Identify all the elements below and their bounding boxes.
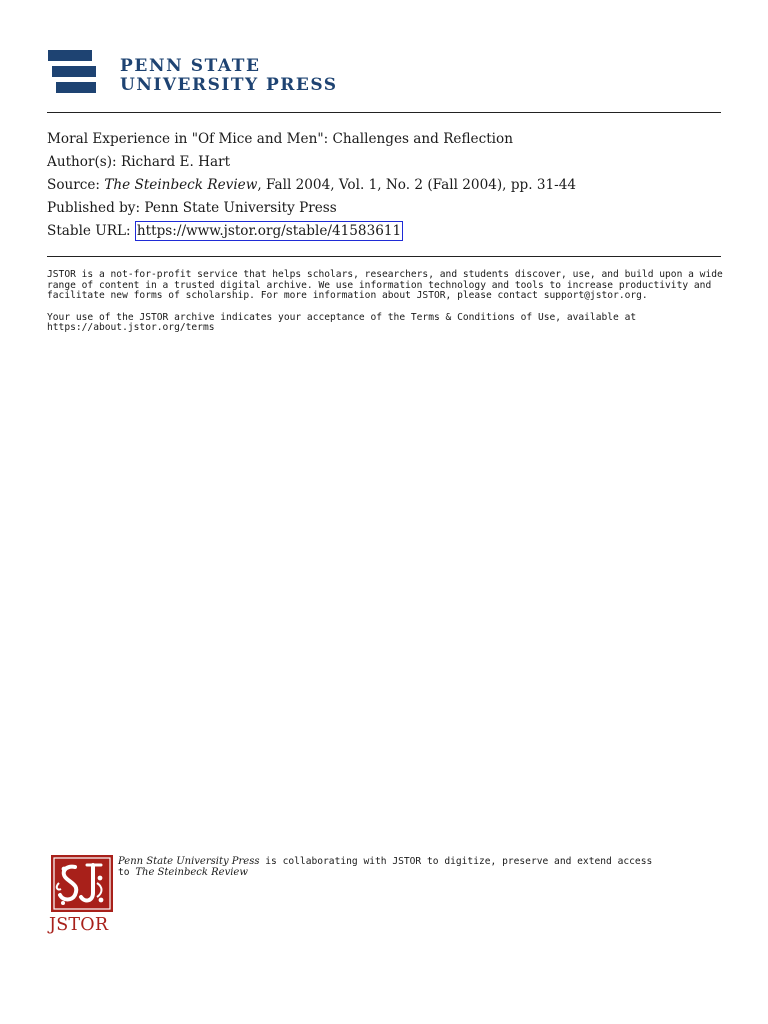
stable-url-link[interactable]: https://www.jstor.org/stable/41583611 [136, 223, 402, 239]
stable-url-label: Stable URL: [47, 223, 131, 239]
publisher-logo-line1: PENN STATE [120, 56, 261, 76]
author-row [47, 151, 727, 174]
publisher-logo [48, 48, 348, 96]
published-by-label: Published by: [47, 200, 141, 216]
citation-block [47, 128, 727, 243]
notice-line: JSTOR is a not-for-profit service that helps scholars, researchers, and students discover, use, and build upon a wide [47, 269, 723, 280]
collab-journal: The Steinbeck Review [135, 867, 248, 878]
notice-line: Your use of the JSTOR archive indicates your acceptance of the Terms & Conditions of Use, available at [47, 311, 637, 323]
collab-line-2 [118, 867, 718, 878]
terms-link[interactable]: https://about.jstor.org/terms [47, 322, 215, 334]
publisher-logo-line2: UNIVERSITY PRESS [120, 75, 338, 95]
collaboration-statement [118, 856, 718, 878]
collab-to: to [118, 867, 136, 878]
publisher-logo-text [120, 57, 338, 95]
article-title: Moral Experience in "Of Mice and Men": Challenges and Reflection [47, 131, 513, 147]
jstor-logo [49, 855, 115, 935]
author-label: Author(s): [47, 154, 117, 170]
notice-paragraph-1 [47, 270, 727, 302]
source-details: , Fall 2004, Vol. 1, No. 2 (Fall 2004), pp. 31-44 [257, 177, 577, 193]
top-divider [47, 112, 721, 113]
jstor-emblem-icon [51, 855, 113, 912]
collab-text: is collaborating with JSTOR to digitize, preserve and extend access [259, 856, 653, 867]
middle-divider [47, 256, 721, 257]
source-journal: The Steinbeck Review [104, 177, 258, 193]
stable-url-row [47, 220, 727, 243]
jstor-wordmark: JSTOR [49, 915, 109, 935]
publisher-row [47, 197, 727, 220]
notice-line: range of content in a trusted digital archive. We use information technology and tools to increase productivity and [47, 279, 712, 291]
publisher-name: Penn State University Press [144, 200, 337, 216]
jstor-notice [47, 270, 727, 345]
penn-state-shield-icon [48, 48, 98, 96]
collab-line-1 [118, 856, 718, 867]
source-row [47, 174, 727, 197]
notice-paragraph-2 [47, 313, 727, 334]
source-label: Source: [47, 177, 100, 193]
author-name: Richard E. Hart [120, 154, 231, 170]
collab-publisher: Penn State University Press [118, 856, 260, 867]
notice-line: facilitate new forms of scholarship. For more information about JSTOR, please contact support@jstor.org. [47, 290, 648, 302]
